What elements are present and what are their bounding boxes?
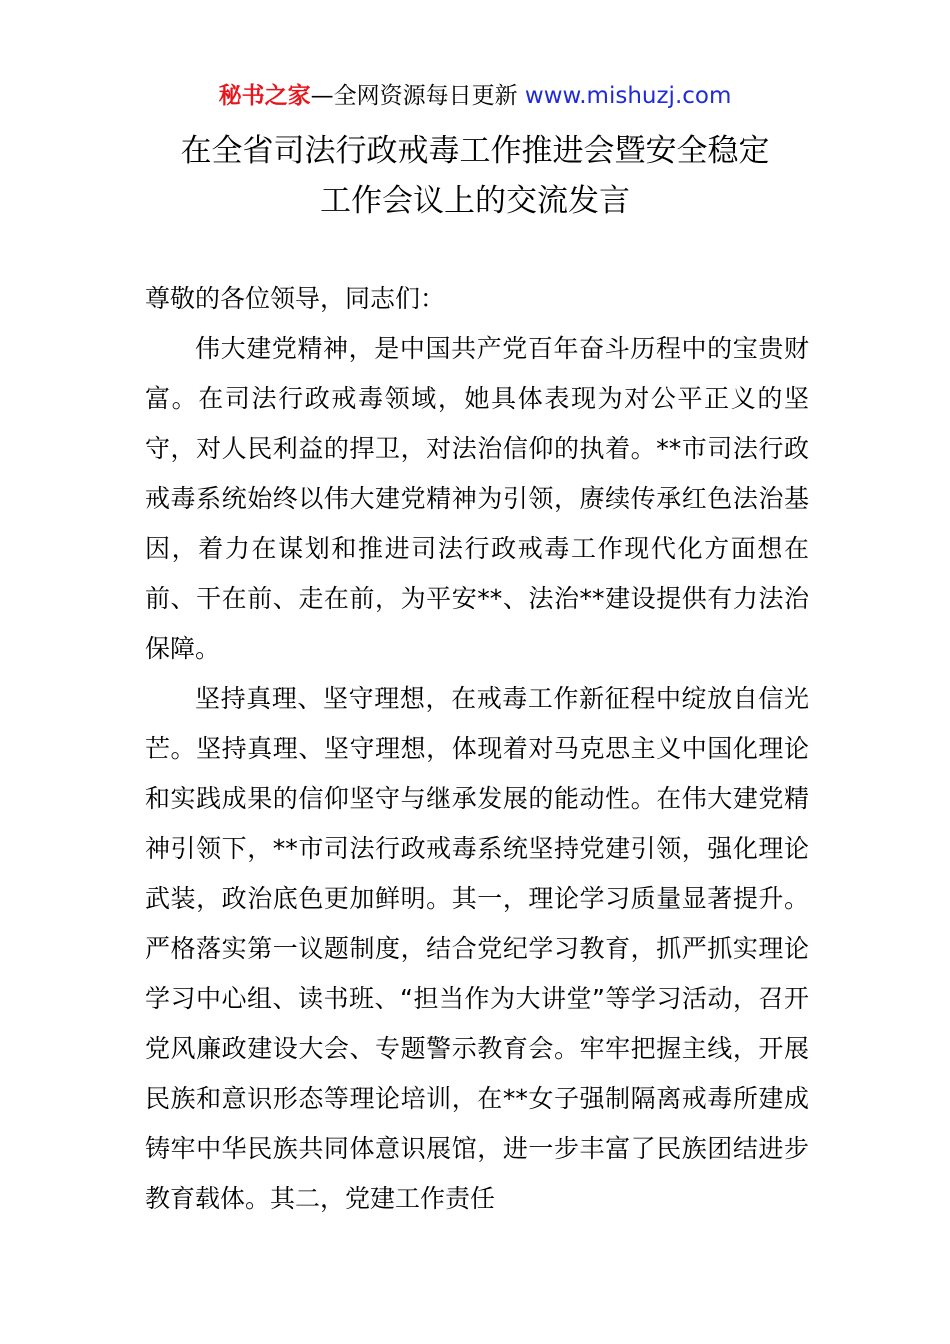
banner-tagline: —全网资源每日更新 [310, 83, 525, 109]
site-banner [0, 80, 950, 112]
paragraph: 坚持真理、坚守理想，在戒毒工作新征程中绽放自信光芒。坚持真理、坚守理想，体现着对马克思主义中国化理论和实践成果的信仰坚守与继承发展的能动性。在伟大建党精神引领下，**市司法行政戒毒系统坚持党建引领，强化理论武装，政治底色更加鲜明。其一，理论学习质量显著提升。严格落实第一议题制度，结合党纪学习教育，抓严抓实理论学习中心组、读书班、“担当作为大讲堂”等学习活动，召开党风廉政建设大会、专题警示教育会。牢牢把握主线，开展民族和意识形态等理论培训，在**女子强制隔离戒毒所建成铸牢中华民族共同体意识展馆，进一步丰富了民族团结进步教育载体。其二，党建工作责任 [145, 684, 809, 1213]
brand-name: 秘书之家 [218, 83, 311, 109]
title-line-2: 工作会议上的交流发言 [320, 183, 630, 219]
salutation: 尊敬的各位领导，同志们： [145, 284, 446, 313]
document-body [145, 274, 809, 1224]
title-line-1: 在全省司法行政戒毒工作推进会暨安全稳定 [180, 133, 770, 169]
document-title [0, 126, 950, 226]
paragraph: 伟大建党精神，是中国共产党百年奋斗历程中的宝贵财富。在司法行政戒毒领域，她具体表现为对公平正义的坚守，对人民利益的捍卫，对法治信仰的执着。**市司法行政戒毒系统始终以伟大建党精神为引领，赓续传承红色法治基因，着力在谋划和推进司法行政戒毒工作现代化方面想在前、干在前、走在前，为平安**、法治**建设提供有力法治保障。 [145, 334, 809, 663]
site-url-link[interactable]: www.mishuzj.com [524, 83, 732, 109]
